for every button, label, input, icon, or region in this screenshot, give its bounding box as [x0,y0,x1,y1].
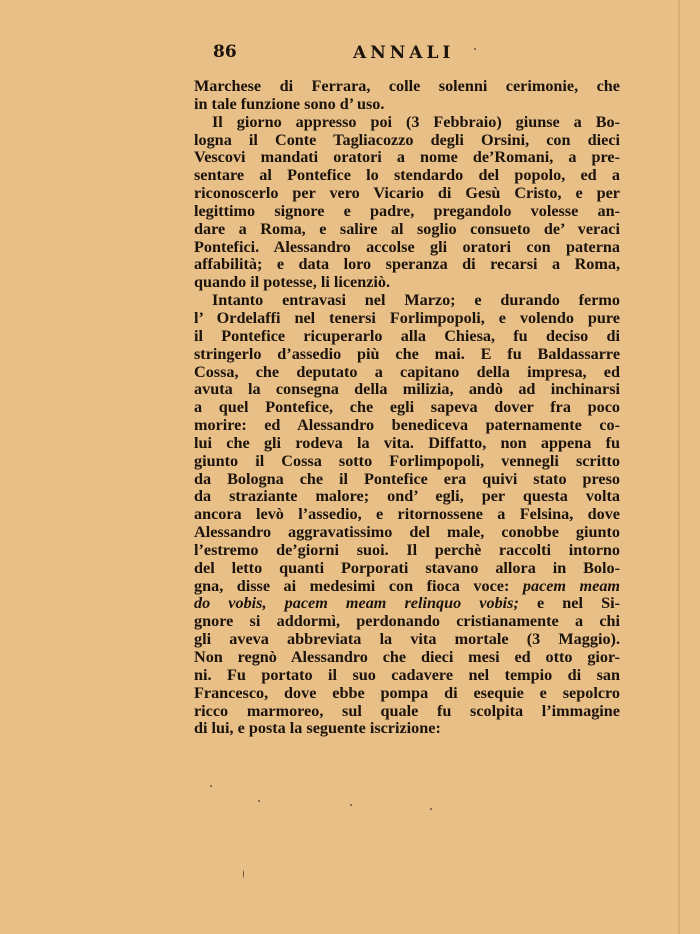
print-speck [474,48,476,50]
text-line: il Pontefice ricuperarlo alla Chiesa, fu deciso di [194,326,620,345]
text-line: avuta la consegna della milizia, andò ad inchinarsi [194,380,620,399]
text-line: ancora levò l’assedio, e ritornossene a Felsina, dove [194,505,620,524]
text-line: ricco marmoreo, sul quale fu scolpita l’immagine [194,701,620,720]
page-edge [678,0,680,934]
text-line: in tale funzione sono d’ uso. [194,94,385,113]
print-speck [258,800,260,802]
text-line: ni. Fu portato il suo cadavere nel tempio di san [194,665,620,684]
text-line: da Bologna che il Pontefice era quivi stato preso [194,469,620,488]
print-speck [350,804,352,806]
text-line: riconoscerlo per vero Vicario di Gesù Cristo, e per [194,184,620,203]
italic-latin-phrase: do vobis, pacem meam relinquo vobis; [194,594,519,613]
text-line: Francesco, dove ebbe pompa di esequie e sepolcro [194,683,620,702]
text-line: del letto quanti Porporati stavano allora in Bolo- [194,558,620,577]
text-line: gnore si addormì, perdonando cristianamente a chi [194,612,620,631]
text-line: di lui, e posta la seguente iscrizione: [194,719,441,738]
text-line: dare a Roma, e salire al soglio consueto de’ veraci [194,219,620,238]
italic-latin-phrase: pacem meam [522,576,621,595]
text-line: da straziante malore; ond’ egli, per questa volta [194,487,620,506]
page-number: 86 [213,42,237,62]
text-line: affabilità; e data loro speranza di recarsi a Roma, [194,255,620,274]
print-speck [430,808,432,810]
text-line: l’ Ordelaffi nel tenersi Forlimpopoli, e volendo pure [194,308,620,327]
text-line-with-italic [194,595,620,613]
text-line: Cossa, che deputato a capitano della impresa, ed [194,362,620,381]
text-line: Intanto entravasi nel Marzo; e durando fermo [212,291,620,310]
text-line: Vescovi mandati oratori a nome de’Romani, a pre- [194,148,620,167]
text-line: Marchese di Ferrara, colle solenni cerimonie, che [194,77,620,95]
text-line: gli aveva abbreviata la vita mortale (3 Maggio). [194,630,620,649]
text-line: a quel Pontefice, che egli sapeva dover fra poco [194,398,620,417]
print-speck [210,785,212,787]
text-line: logna il Conte Tagliacozzo degli Orsini, con dieci [194,130,620,149]
page-header [213,42,473,68]
print-speck [243,870,244,878]
text-line: stringerlo d’assedio più che mai. E fu Baldassarre [194,344,620,363]
text-line: Pontefici. Alessandro accolse gli oratori con paterna [194,237,620,256]
text-line: Il giorno appresso poi (3 Febbraio) giunse a Bo- [212,112,620,131]
text-line: Non regnò Alessandro che dieci mesi ed otto gior- [194,648,620,666]
text-line: Alessandro aggravatissimo del male, conobbe giunto [194,523,620,542]
text-line: lui che gli rodeva la vita. Diffatto, non appena fu [194,433,620,452]
text-line: sentare al Pontefice lo stendardo del popolo, ed a [194,166,620,185]
text-line: l’estremo de’giorni suoi. Il perchè raccolti intorno [194,540,620,559]
running-title: ANNALI [353,43,455,63]
body-text [194,78,620,738]
text-line: quando il potesse, li licenziò. [194,273,391,292]
text-line: giunto il Cossa sotto Forlimpopoli, vennegli scritto [194,451,620,470]
text-line-with-italic [194,578,620,596]
text-fragment: e nel Si- [537,594,621,613]
text-fragment: gna, disse ai medesimi con fioca voce: [194,576,510,595]
text-line: legittimo signore e padre, pregandolo volesse an- [194,201,620,220]
text-line: morire: ed Alessandro benediceva paternamente co- [194,416,620,435]
